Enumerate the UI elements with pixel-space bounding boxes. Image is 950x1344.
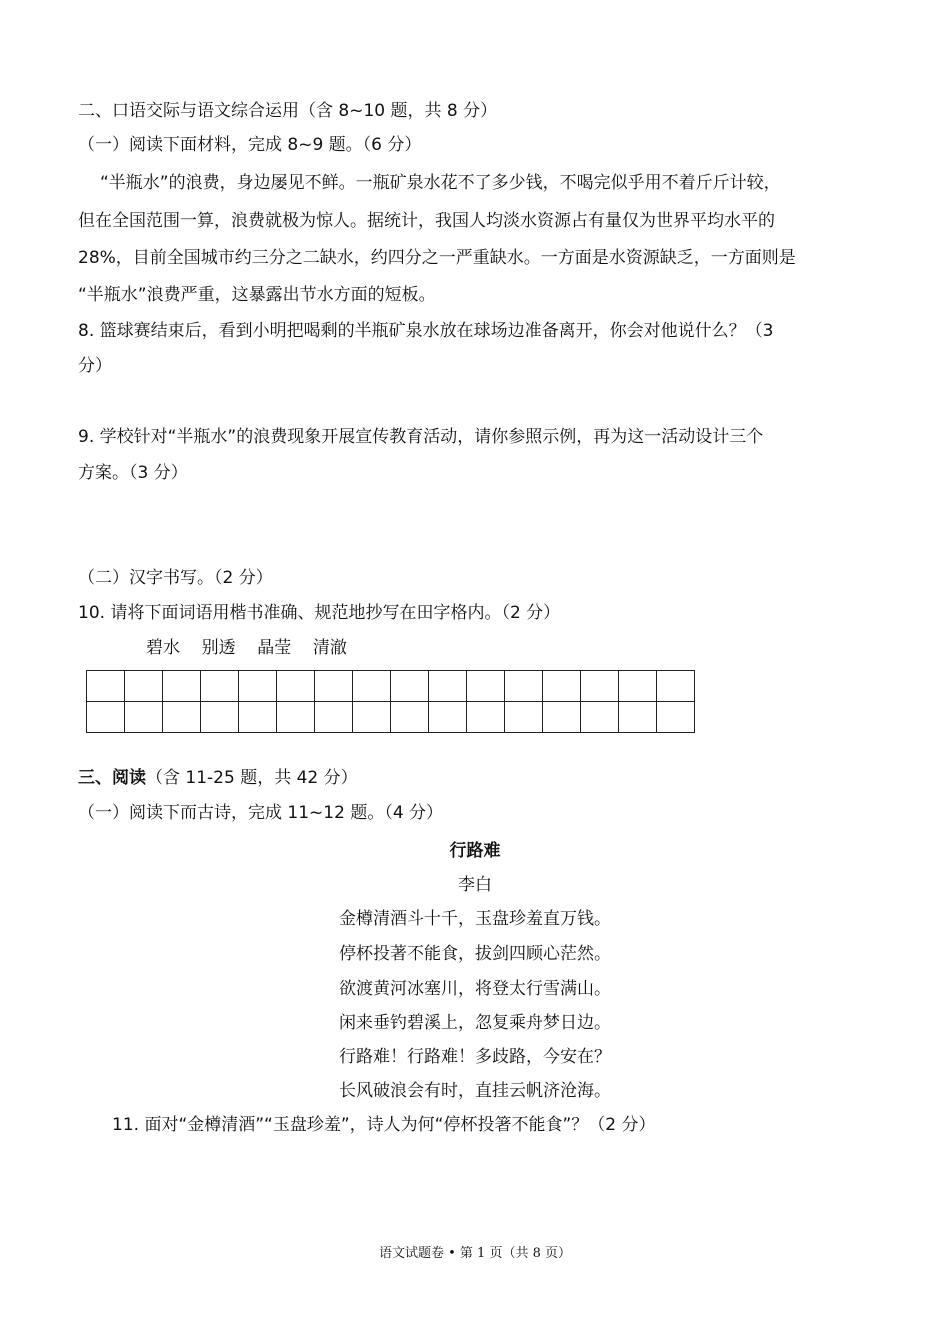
poem-line: 闲来垂钓碧溪上，忽复乘舟梦日边。	[339, 1013, 611, 1033]
grid-cell[interactable]	[543, 671, 581, 702]
grid-cell[interactable]	[429, 671, 467, 702]
paragraph-line: 但在全国范围一算，浪费就极为惊人。据统计，我国人均淡水资源占有量仅为世界平均水平的	[78, 211, 775, 231]
poem-title: 行路难	[449, 841, 501, 861]
grid-cell[interactable]	[581, 702, 619, 733]
grid-cell[interactable]	[125, 702, 163, 733]
paragraph-line: “半瓶水”浪费严重，这暴露出节水方面的短板。	[78, 285, 436, 305]
grid-cell[interactable]	[619, 671, 657, 702]
poem-author: 李白	[458, 875, 492, 895]
grid-cell[interactable]	[353, 671, 391, 702]
grid-cell[interactable]	[467, 671, 505, 702]
grid-cell[interactable]	[429, 702, 467, 733]
grid-cell[interactable]	[201, 671, 239, 702]
grid-cell[interactable]	[657, 702, 695, 733]
grid-cell[interactable]	[277, 671, 315, 702]
grid-cell[interactable]	[467, 702, 505, 733]
grid-cell[interactable]	[543, 702, 581, 733]
page-footer: 语文试题卷 • 第 1 页（共 8 页）	[378, 1246, 571, 1261]
section2-heading: 二、口语交际与语文综合运用（含 8~10 题，共 8 分）	[78, 101, 498, 121]
grid-cell[interactable]	[87, 671, 125, 702]
grid-cell[interactable]	[505, 702, 543, 733]
section3-heading	[78, 767, 358, 789]
grid-cell[interactable]	[163, 702, 201, 733]
grid-cell[interactable]	[239, 702, 277, 733]
section3-heading-rest: （含 11-25 题，共 42 分）	[146, 768, 358, 788]
question-10: 10. 请将下面词语用楷书准确、规范地抄写在田字格内。（2 分）	[78, 603, 561, 623]
section3-heading-bold: 三、阅读	[78, 768, 146, 788]
paragraph-line: “半瓶水”的浪费，身边屡见不鲜。一瓶矿泉水花不了多少钱，不喝完似乎用不着斤斤计较，	[100, 173, 781, 193]
grid-cell[interactable]	[315, 671, 353, 702]
question-8: 8. 篮球赛结束后，看到小明把喝剩的半瓶矿泉水放在球场边准备离开，你会对他说什么？（3	[78, 321, 774, 341]
part2-heading: （二）汉字书写。（2 分）	[78, 568, 273, 588]
grid-cell[interactable]	[277, 702, 315, 733]
section3-part1-heading: （一）阅读下而古诗，完成 11~12 题。（4 分）	[78, 803, 444, 823]
grid-row	[87, 702, 695, 733]
poem-line: 长风破浪会有时，直挂云帆济沧海。	[339, 1081, 611, 1101]
grid-cell[interactable]	[87, 702, 125, 733]
poem-line: 金樽清酒斗十千，玉盘珍羞直万钱。	[339, 909, 611, 929]
question-9-cont: 方案。（3 分）	[78, 463, 188, 483]
question-11: 11. 面对“金樽清酒”“玉盘珍羞”，诗人为何“停杯投箸不能食”？（2 分）	[112, 1115, 656, 1135]
part1-heading: （一）阅读下面材料，完成 8~9 题。（6 分）	[78, 135, 422, 155]
grid-cell[interactable]	[657, 671, 695, 702]
grid-cell[interactable]	[163, 671, 201, 702]
grid-cell[interactable]	[315, 702, 353, 733]
q10-words: 碧水 别透 晶莹 清澈	[146, 638, 347, 658]
grid-cell[interactable]	[125, 671, 163, 702]
paragraph-line: 28%，目前全国城市约三分之二缺水，约四分之一严重缺水。一方面是水资源缺乏，一方面则是	[78, 248, 796, 268]
grid-cell[interactable]	[505, 671, 543, 702]
poem-line: 停杯投著不能食，拔剑四顾心茫然。	[339, 944, 611, 964]
grid-cell[interactable]	[581, 671, 619, 702]
grid-row	[87, 671, 695, 702]
poem-line: 行路难！行路难！多歧路，今安在？	[339, 1047, 611, 1067]
grid-cell[interactable]	[239, 671, 277, 702]
grid-cell[interactable]	[201, 702, 239, 733]
grid-cell[interactable]	[391, 671, 429, 702]
grid-cell[interactable]	[391, 702, 429, 733]
question-9: 9. 学校针对“半瓶水”的浪费现象开展宣传教育活动，请你参照示例，再为这一活动设计三个	[78, 427, 764, 447]
grid-cell[interactable]	[353, 702, 391, 733]
question-8-cont: 分）	[78, 356, 112, 376]
poem-line: 欲渡黄河冰塞川，将登太行雪满山。	[339, 979, 611, 999]
grid-cell[interactable]	[619, 702, 657, 733]
writing-grid[interactable]	[86, 670, 695, 733]
